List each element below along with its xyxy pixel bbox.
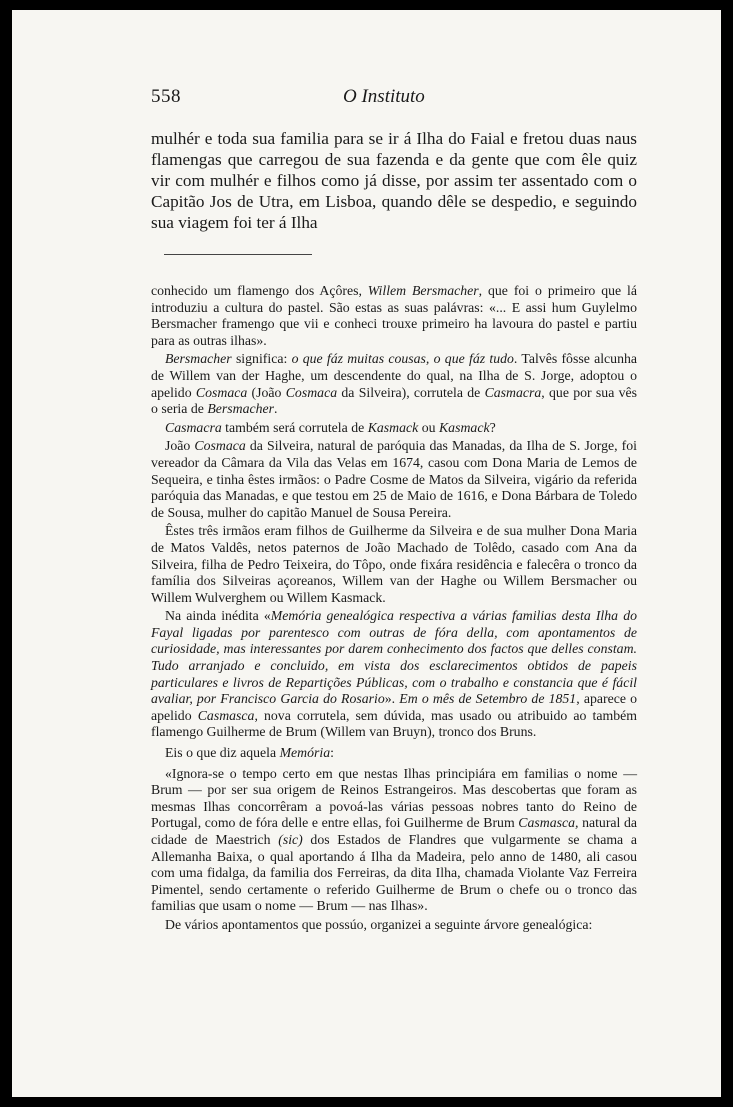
footnotes: [151, 283, 637, 936]
footnote-paragraph-bersmacher: Bersmacher significa: o que fáz muitas cousas, o que fáz tudo. Talvês fôsse alcunha de Willem van der Haghe, um descendente do qual, na Ilha de S. Jorge, adoptou o apelido Cosmaca (João Cosmaca da Silveira), corrutela de Casmacra, que por sua vês o seria de Bersmacher.: [151, 351, 637, 417]
footnote-paragraph-arvore: De vários apontamentos que possúo, organizei a seguinte árvore genealógica:: [165, 916, 593, 932]
book-page: [12, 10, 721, 1097]
footnote-paragraph-continuation: conhecido um flamengo dos Açôres, Willem Bersmacher, que foi o primeiro que lá introduziu a cultura do pastel. São estas as suas palávras: «... E assi hum Guylelmo Bersmacher framengo que vii e conheci trouxe primeiro ha lavoura do pastel e partiu para as outras ilhas».: [151, 283, 637, 348]
footnote-paragraph-memoria: Na ainda inédita «Memória genealógica respectiva a várias familias desta Ilha do Fayal ligadas por parentesco com outras de fóra della, com apontamentos de curiosidade, mas interessantes por darem conhecimento dos factos que delles constam. Tudo arranjado e concluido, em vista dos esclarecimentos obtidos de papeis particulares e livros de Repartições Públicas, com o trabalho e constancia que é fácil avaliar, por Francisco Garcia do Rosario». Em o mês de Setembro de 1851, aparece o apelido Casmasca, nova corrutela, sem dúvida, mas usado ou atribuido ao também flamengo Guilherme de Brum (Willem van Bruyn), tronco dos Bruns.: [151, 608, 637, 740]
footnote-separator-rule: [164, 254, 312, 255]
running-title: O Instituto: [343, 86, 425, 107]
page-number: 558: [151, 86, 181, 107]
footnote-paragraph-eis: Eis o que diz aquela Memória:: [165, 745, 334, 761]
footnote-paragraph-quote: «Ignora-se o tempo certo em que nestas Ilhas principiára em familias o nome — Brum — por ser sua origem de Reinos Estrangeiros. Mas descobertas que foram as mesmas Ilhas concorrêram a povoá-las várias pessoas nobres tanto do Reino de Portugal, como de fóra delle e entre ellas, foi Guilherme de Brum Casmasca, natural da cidade de Maestrich (sic) dos Estados de Flandres que vulgarmente se chama a Allemanha Baixa, o qual aportando á Ilha da Madeira, pelo anno de 1480, ali casou com uma fidalga, da familia dos Ferreiras, da dita Ilha, chamada Violante Vaz Ferreira Pimentel, sendo certamente o referido Guilherme de Brum o chefe ou o tronco das familias que usam o nome — Brum — nas Ilhas».: [151, 765, 637, 914]
main-body-paragraph: mulhér e toda sua familia para se ir á Ilha do Faial e fretou duas naus flamengas que carregou de sua fazenda e da gente que com êle quiz vir com mulhér e filhos como já disse, por assim ter assentado com o Capitão Jos de Utra, em Lisboa, quando dêle se despedio, e seguindo sua viagem foi ter á Ilha: [151, 129, 637, 232]
page-header: [151, 86, 637, 112]
footnote-paragraph-joao-cosmaca: João Cosmaca da Silveira, natural de paróquia das Manadas, da Ilha de S. Jorge, foi vereador da Câmara da Vila das Velas em 1674, casou com Dona Maria de Lemos de Sequeira, e tinha êstes irmãos: o Padre Cosme de Matos da Silveira, vigário da referida paróquia das Manadas, e que testou em 25 de Maio de 1616, e Dona Bárbara de Toledo de Sousa, mulher do capitão Manuel de Sousa Pereira.: [151, 438, 637, 520]
footnote-paragraph-casmacra: Casmacra também será corrutela de Kasmack ou Kasmack?: [165, 419, 496, 435]
footnote-paragraph-irmaos: Êstes três irmãos eram filhos de Guilherme da Silveira e de sua mulher Dona Maria de Matos Valdês, netos paternos de João Machado de Tolêdo, casado com Ana da Silveira, filha de Pedro Teixeira, do Tôpo, onde fixára residência e falecêra o tronco da família dos Silveiras açoreanos, Willem van der Haghe ou Willem Bersmacher ou Willem Wulverghem ou Willem Kasmack.: [151, 523, 637, 605]
